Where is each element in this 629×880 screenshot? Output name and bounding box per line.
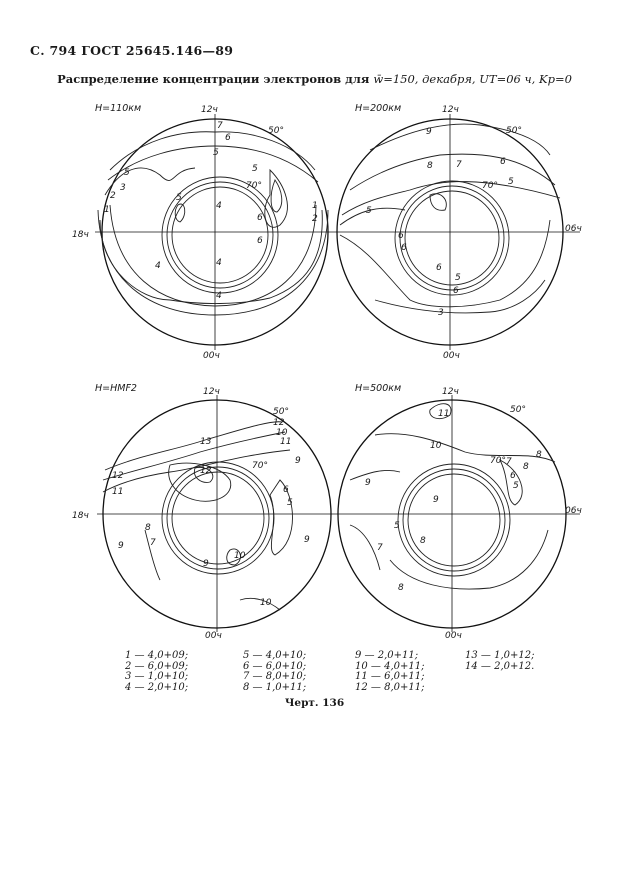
contour-label: 4: [155, 261, 161, 271]
contour-label: 6: [401, 243, 407, 253]
contour-label: 6: [500, 157, 506, 167]
contour-label: 6: [257, 213, 263, 223]
contour-label: 1: [104, 205, 110, 215]
contour-label: 4: [216, 258, 222, 268]
contour-label: 2: [110, 191, 116, 201]
contour-label: 9: [304, 535, 310, 545]
contour-label: 9: [118, 541, 124, 551]
contour-label: 9: [365, 478, 371, 488]
contour-label: 5: [252, 164, 258, 174]
latitude-70-label: 70°: [482, 181, 498, 191]
contour-label: 5: [287, 498, 293, 508]
legend-item: 13 — 1,0+12;: [465, 650, 535, 661]
diagram-height-label: H=500км: [355, 383, 402, 394]
contour-label: 9: [295, 456, 301, 466]
diagram-top-label: 12ч: [442, 105, 459, 115]
legend-item: 3 — 1,0+10;: [125, 671, 189, 682]
latitude-70-label: 70°: [490, 456, 506, 466]
polar-diagram-500km: [330, 380, 600, 645]
contour-label: 12: [112, 471, 124, 481]
legend-item: 11 — 6,0+11;: [355, 671, 425, 682]
contour-label: 10: [260, 598, 272, 608]
diagram-bottom-label: 00ч: [205, 631, 222, 641]
contour-label: 3: [120, 183, 126, 193]
isoline: [375, 434, 555, 462]
contour-label: 5: [213, 148, 219, 158]
isoline: [167, 467, 269, 569]
contour-label: 12: [200, 466, 212, 476]
legend-item: 6 — 6,0+10;: [243, 660, 307, 672]
contour-label: 4: [216, 201, 222, 211]
diagram-top-label: 12ч: [203, 387, 220, 397]
isoline: [172, 472, 264, 564]
legend-item: 7 — 8,0+10;: [243, 671, 307, 682]
contour-label: 6: [436, 263, 442, 273]
isoline: [395, 181, 509, 295]
isoline: [103, 450, 290, 492]
contour-label: 10: [234, 551, 246, 561]
isoline: [430, 194, 446, 211]
isoline: [370, 124, 550, 155]
contour-label: 8: [420, 536, 426, 546]
isoline: [350, 470, 400, 480]
isoline: [98, 210, 328, 315]
contour-label: 4: [216, 291, 222, 301]
isoline: [340, 220, 550, 307]
contour-label: 11: [112, 487, 124, 497]
isoline: [398, 464, 510, 576]
diagram-bottom-label: 00ч: [443, 351, 460, 361]
contour-label: 10: [430, 441, 442, 451]
contour-label: 9: [426, 127, 432, 137]
contour-label: 7: [377, 543, 383, 553]
diagram-right-label: 06ч: [565, 224, 582, 234]
contour-label: 8: [145, 523, 151, 533]
title-formula: w̄=150, декабря, UT=06 ч, Kp=0: [373, 72, 572, 86]
contour-label: 10: [276, 428, 288, 438]
legend-item: 1 — 4,0+09;: [125, 650, 189, 661]
legend-column: [465, 651, 575, 672]
legend-column: [355, 651, 465, 693]
contour-label: 2: [312, 214, 318, 224]
legend-item: 9 — 2,0+11;: [355, 650, 419, 661]
contour-label: 5: [513, 481, 519, 491]
isoline: [270, 480, 293, 555]
diagram-bottom-label: 00ч: [445, 631, 462, 641]
legend-item: 2 — 6,0+09;: [125, 660, 189, 672]
contour-label: 9: [203, 559, 209, 569]
contour-label: 6: [510, 471, 516, 481]
diagram-top-label: 12ч: [201, 105, 218, 115]
contour-label: 7: [456, 160, 462, 170]
latitude-50-label: 50°: [510, 405, 526, 415]
contour-label: 6: [283, 485, 289, 495]
isoline: [375, 280, 545, 313]
diagram-height-label: H=200км: [355, 103, 402, 114]
latitude-50-label: 50°: [268, 126, 284, 136]
contour-label: 6: [398, 231, 404, 241]
contour-label: 7: [150, 538, 156, 548]
contour-label: 6: [257, 236, 263, 246]
legend-item: 12 — 8,0+11;: [355, 681, 425, 693]
title-text: Распределение концентрации электронов для: [57, 72, 374, 86]
contour-label: 6: [225, 133, 231, 143]
isoline: [405, 191, 499, 285]
contour-label: 7: [506, 457, 512, 467]
legend-item: 4 — 2,0+10;: [125, 681, 189, 693]
legend-column: [243, 651, 353, 693]
isoline: [271, 180, 282, 212]
contour-label: 8: [523, 462, 529, 472]
diagram-bottom-label: 00ч: [203, 351, 220, 361]
polar-diagram-hmf2: [70, 380, 340, 645]
isoline: [403, 469, 505, 571]
diagram-left-label: 18ч: [72, 511, 89, 521]
isoline: [408, 474, 500, 566]
polar-diagram-200km: [330, 100, 600, 365]
contour-label: 5: [366, 206, 372, 216]
contour-label: 5: [455, 273, 461, 283]
page-header: С. 794 ГОСТ 25645.146—89: [30, 43, 234, 58]
contour-label: 5: [176, 193, 182, 203]
isoline: [400, 186, 504, 290]
diagram-height-label: H=110км: [95, 103, 142, 114]
polar-diagram-110km: [70, 100, 340, 365]
contour-label: 5: [124, 168, 130, 178]
latitude-70-label: 70°: [246, 181, 262, 191]
diagram-right-label: 06ч: [565, 506, 582, 516]
contour-label: 11: [280, 437, 292, 447]
latitude-50-label: 50°: [506, 126, 522, 136]
legend-item: 14 — 2,0+12.: [465, 660, 535, 672]
isoline: [342, 182, 560, 215]
isoline: [162, 462, 274, 574]
isoline: [350, 154, 555, 190]
latitude-50-label: 50°: [273, 407, 289, 417]
legend-column: [125, 651, 235, 693]
legend-item: 5 — 4,0+10;: [243, 650, 307, 661]
latitude-70-label: 70°: [252, 461, 268, 471]
figure-caption: Черт. 136: [284, 697, 345, 709]
contour-label: 5: [394, 521, 400, 531]
isoline: [167, 182, 273, 288]
isoline: [350, 525, 380, 570]
contour-label: 12: [273, 418, 285, 428]
contour-label: 5: [508, 177, 514, 187]
contour-label: 9: [433, 495, 439, 505]
contour-label: 3: [438, 308, 444, 318]
contour-label: 1: [312, 201, 318, 211]
legend-item: 8 — 1,0+11;: [243, 681, 307, 693]
contour-label: 8: [398, 583, 404, 593]
contour-label: 8: [427, 161, 433, 171]
contour-label: 7: [217, 121, 223, 131]
diagram-top-label: 12ч: [442, 387, 459, 397]
diagram-height-label: H=HMF2: [95, 383, 137, 394]
legend-item: 10 — 4,0+11;: [355, 660, 425, 672]
page-title: [0, 72, 629, 86]
isoline: [175, 204, 185, 222]
contour-label: 11: [438, 409, 450, 419]
contour-label: 6: [453, 286, 459, 296]
diagram-left-label: 18ч: [72, 230, 89, 240]
contour-label: 8: [536, 450, 542, 460]
contour-label: 13: [200, 437, 212, 447]
